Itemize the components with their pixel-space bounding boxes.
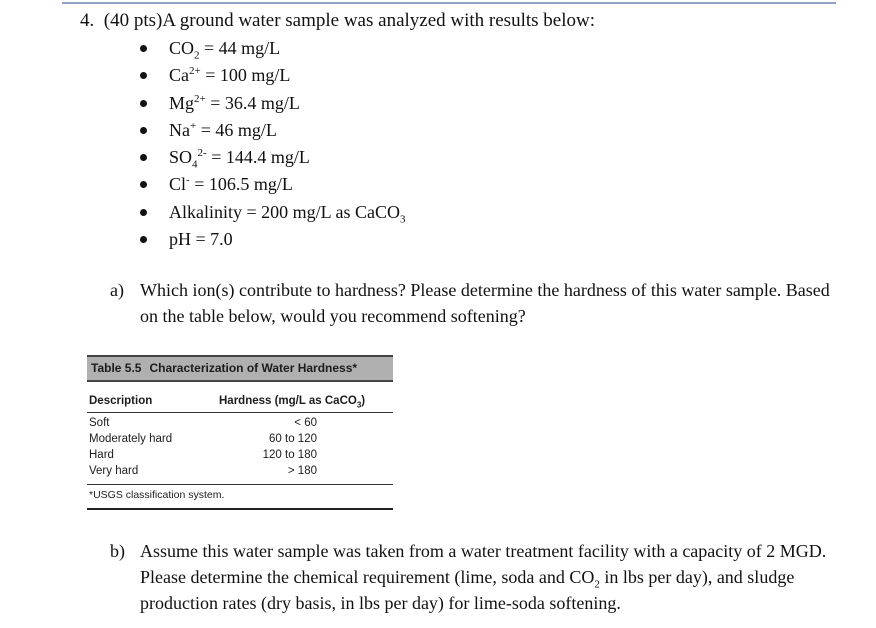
list-item: $CO_2 = 44$ mg/L	[140, 37, 405, 64]
table-row	[87, 433, 393, 449]
list-item: $SO_4^{2-} = 144.4$ mg/L	[140, 146, 405, 173]
table-caption	[87, 355, 393, 382]
list-item: pH = 7.0	[140, 228, 405, 255]
top-rule	[62, 2, 836, 4]
part-a-label: a)	[110, 280, 124, 300]
table-bottom-rule	[87, 508, 393, 510]
row-hardness: 120 to 180	[262, 449, 317, 461]
list-item: $Ca^{2+} = 100$ mg/L	[140, 64, 405, 91]
sample-results-list	[140, 37, 405, 255]
table-body	[87, 417, 393, 481]
row-hardness: > 180	[287, 465, 317, 477]
part-b	[110, 538, 850, 616]
question-text: (40 pts)A ground water sample was analyzed with results below:	[103, 10, 595, 31]
column-header-hardness: Hardness (mg/L as CaCO$_3$)	[219, 395, 366, 410]
list-item: Na+ = 46 mg/L	[140, 119, 405, 146]
list-item: Alkalinity = 200 mg/L as CaCO$_3$	[140, 201, 405, 228]
part-b-text: Assume this water sample was taken from a water treatment facility with a capacity of 2 MGD. Please determine the chemical requirement (lime, soda and $CO_2$ in lbs per day), and sludge production rates (dry basis, in lbs per day) for lime-soda softening.	[140, 541, 827, 613]
table-title: Characterization of Water Hardness*	[149, 361, 358, 375]
row-hardness: 60 to 120	[269, 433, 317, 445]
part-a-text: Which ion(s) contribute to hardness? Please determine the hardness of this water sample. Based on the table below, would you recommend softening?	[140, 280, 830, 326]
row-hardness: < 60	[294, 417, 317, 429]
table-divider	[87, 484, 393, 485]
row-description: Soft	[89, 417, 110, 429]
table-row	[87, 449, 393, 465]
row-description: Hard	[89, 449, 114, 461]
part-b-label: b)	[110, 541, 125, 561]
question-number: 4.	[80, 10, 95, 31]
row-description: Very hard	[89, 465, 139, 477]
table-number: Table 5.5	[91, 361, 142, 375]
table-row	[87, 417, 393, 433]
table-header	[87, 392, 393, 413]
column-header-description: Description	[89, 395, 153, 407]
row-description: Moderately hard	[89, 433, 173, 445]
hardness-table	[87, 355, 393, 515]
table-row	[87, 465, 393, 481]
question-heading	[80, 10, 595, 32]
list-item: $Mg^{2+} = 36.4$ mg/L	[140, 92, 405, 119]
table-footnote: *USGS classification system.	[89, 489, 225, 501]
list-item: Cl- = 106.5 mg/L	[140, 173, 405, 200]
part-a	[110, 277, 845, 329]
